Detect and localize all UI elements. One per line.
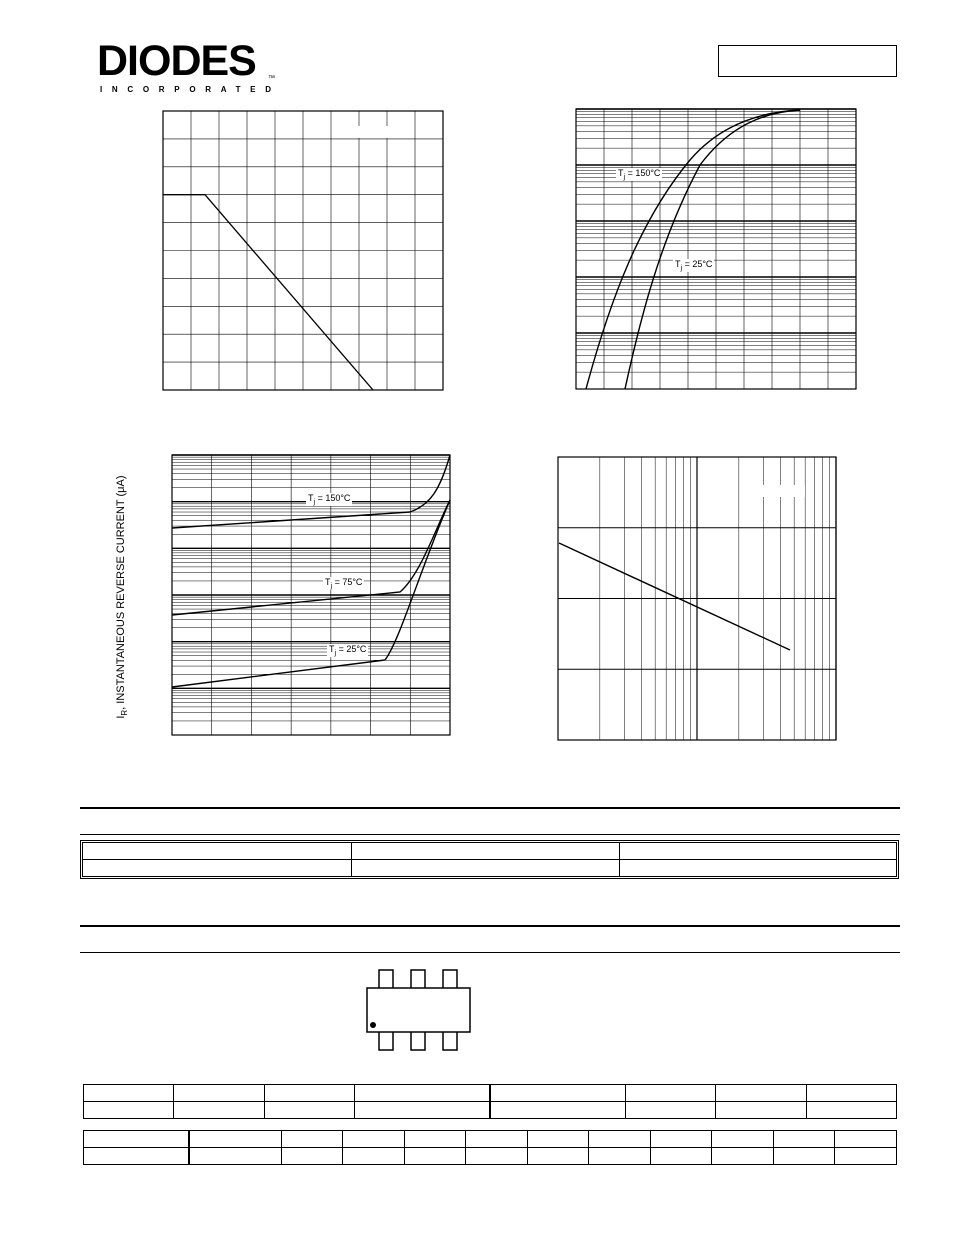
table-row: [83, 843, 897, 860]
chart2-label-25: $T_j = 25^\circ C$: [675, 259, 713, 272]
table-row: [84, 1131, 897, 1148]
curve-25c: [172, 500, 450, 687]
chart-derating: [163, 111, 443, 390]
chart-capacitance: [558, 457, 836, 740]
marking-table-1: [83, 1084, 897, 1119]
chart3-label-25: $T_j = 25^\circ C$: [329, 644, 367, 657]
section-rule: [80, 952, 900, 953]
curve-75c: [172, 500, 450, 615]
table-row: [84, 1148, 897, 1165]
curve-25c: [625, 110, 800, 389]
ordering-table: [82, 842, 897, 877]
chart3-label-150: $T_j = 150^\circ C$: [308, 493, 351, 506]
derating-curve: [163, 195, 373, 390]
table-row: [84, 1085, 897, 1102]
diodes-logo-subtext: INCORPORATED: [100, 85, 281, 94]
legend-blank: [757, 485, 805, 497]
package-drawing: [360, 965, 480, 1055]
section-rule: [80, 834, 900, 835]
section-rule: [80, 925, 900, 927]
capacitance-curve: [559, 543, 790, 650]
marking-table-2: [83, 1130, 897, 1165]
trademark-mark: ™: [268, 75, 275, 82]
diodes-logo: DIODES: [97, 37, 256, 85]
chart-forward: [576, 109, 856, 389]
chart3-label-75: $T_j = 75^\circ C$: [325, 577, 363, 590]
curve-150c: [586, 110, 800, 389]
chart3-y-axis-label: $I_R$, INSTANTANEOUS REVERSE CURRENT (μA): [114, 475, 130, 719]
table-row: [84, 1102, 897, 1119]
chart2-label-150: $T_j = 150^\circ C$: [618, 168, 661, 181]
section-rule: [80, 807, 900, 809]
curve-150c: [172, 455, 450, 528]
table-row: [83, 860, 897, 877]
legend-blank: [357, 126, 397, 138]
